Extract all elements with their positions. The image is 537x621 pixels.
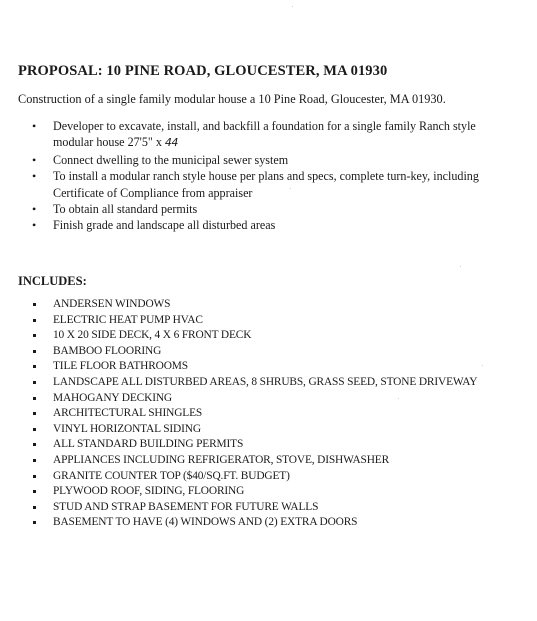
scope-item-text: Finish grade and landscape all disturbed areas bbox=[53, 218, 276, 233]
bullet-dot-icon: • bbox=[32, 152, 37, 167]
includes-item bbox=[33, 375, 503, 391]
scope-item bbox=[32, 118, 502, 152]
includes-item-text: ANDERSEN WINDOWS bbox=[53, 298, 171, 310]
includes-item bbox=[33, 500, 503, 516]
scan-speck bbox=[290, 188, 291, 189]
square-bullet-icon bbox=[33, 428, 36, 431]
scan-speck bbox=[460, 266, 461, 267]
scan-speck bbox=[398, 398, 399, 399]
includes-item bbox=[33, 406, 503, 422]
includes-item bbox=[33, 359, 503, 375]
scope-item bbox=[32, 217, 502, 233]
includes-item bbox=[33, 313, 503, 329]
includes-item-text: PLYWOOD ROOF, SIDING, FLOORING bbox=[53, 485, 245, 498]
handwritten-annotation: 44 bbox=[164, 136, 178, 150]
includes-item bbox=[33, 391, 503, 407]
scope-item-text: To obtain all standard permits bbox=[53, 202, 198, 217]
includes-item bbox=[33, 484, 503, 500]
includes-item-text: VINYL HORIZONTAL SIDING bbox=[53, 422, 201, 435]
includes-item-text: BASEMENT TO HAVE (4) WINDOWS AND (2) EXTRA DOORS bbox=[53, 516, 358, 529]
includes-item bbox=[33, 328, 503, 344]
includes-item-text: TILE FLOOR BATHROOMS bbox=[53, 360, 188, 373]
square-bullet-icon bbox=[33, 521, 36, 524]
includes-item bbox=[33, 437, 503, 453]
includes-item-text: APPLIANCES INCLUDING REFRIGERATOR, STOVE, DISHWASHER bbox=[53, 453, 390, 466]
square-bullet-icon bbox=[33, 381, 36, 384]
square-bullet-icon bbox=[33, 397, 36, 400]
includes-item-text: ELECTRIC HEAT PUMP HVAC bbox=[53, 313, 203, 326]
includes-item-text: ARCHITECTURAL SHINGLES bbox=[53, 407, 203, 420]
square-bullet-icon bbox=[33, 303, 36, 306]
includes-item bbox=[33, 344, 503, 360]
scope-list bbox=[32, 118, 502, 234]
square-bullet-icon bbox=[33, 319, 36, 322]
includes-item-text: ALL STANDARD BUILDING PERMITS bbox=[53, 438, 244, 451]
includes-item-text: MAHOGANY DECKING bbox=[53, 391, 172, 404]
includes-list bbox=[33, 297, 503, 531]
bullet-dot-icon: • bbox=[32, 218, 37, 233]
square-bullet-icon bbox=[33, 350, 36, 353]
includes-item-text: BAMBOO FLOORING bbox=[53, 344, 162, 357]
scope-item-text: Developer to excavate, install, and backfill a foundation for a single family Ranch style modular house 27'5" x bbox=[53, 119, 476, 150]
square-bullet-icon bbox=[33, 490, 36, 493]
includes-item bbox=[33, 469, 503, 485]
scan-speck bbox=[292, 6, 293, 7]
scan-speck bbox=[482, 365, 483, 366]
square-bullet-icon bbox=[33, 506, 36, 509]
square-bullet-icon bbox=[33, 412, 36, 415]
includes-item bbox=[33, 297, 503, 313]
includes-item-text: LANDSCAPE ALL DISTURBED AREAS, 8 SHRUBS, GRASS SEED, STONE DRIVEWAY bbox=[53, 375, 478, 388]
scope-item bbox=[32, 152, 502, 168]
scope-item bbox=[32, 201, 502, 217]
includes-item-text: 10 X 20 SIDE DECK, 4 X 6 FRONT DECK bbox=[53, 329, 252, 342]
includes-item bbox=[33, 422, 503, 438]
scope-item-text: Connect dwelling to the municipal sewer system bbox=[53, 152, 289, 167]
square-bullet-icon bbox=[33, 365, 36, 368]
includes-item bbox=[33, 453, 503, 469]
bullet-dot-icon: • bbox=[32, 169, 37, 184]
scope-item-text: To install a modular ranch style house per plans and specs, complete turn-key, including Certificate of Compliance from appraiser bbox=[53, 169, 479, 200]
page-title: PROPOSAL: 10 PINE ROAD, GLOUCESTER, MA 01930 bbox=[18, 63, 388, 79]
scope-item bbox=[32, 168, 502, 201]
bullet-dot-icon: • bbox=[32, 202, 37, 217]
bullet-dot-icon: • bbox=[32, 119, 37, 133]
intro-paragraph: Construction of a single family modular house a 10 Pine Road, Gloucester, MA 01930. bbox=[18, 92, 446, 106]
square-bullet-icon bbox=[33, 443, 36, 446]
square-bullet-icon bbox=[33, 475, 36, 478]
includes-item-text: GRANITE COUNTER TOP ($40/SQ.FT. BUDGET) bbox=[53, 469, 290, 482]
square-bullet-icon bbox=[33, 334, 36, 337]
square-bullet-icon bbox=[33, 459, 36, 462]
includes-heading: INCLUDES: bbox=[18, 274, 87, 288]
includes-item-text: STUD AND STRAP BASEMENT FOR FUTURE WALLS bbox=[53, 500, 319, 513]
includes-item bbox=[33, 515, 503, 531]
